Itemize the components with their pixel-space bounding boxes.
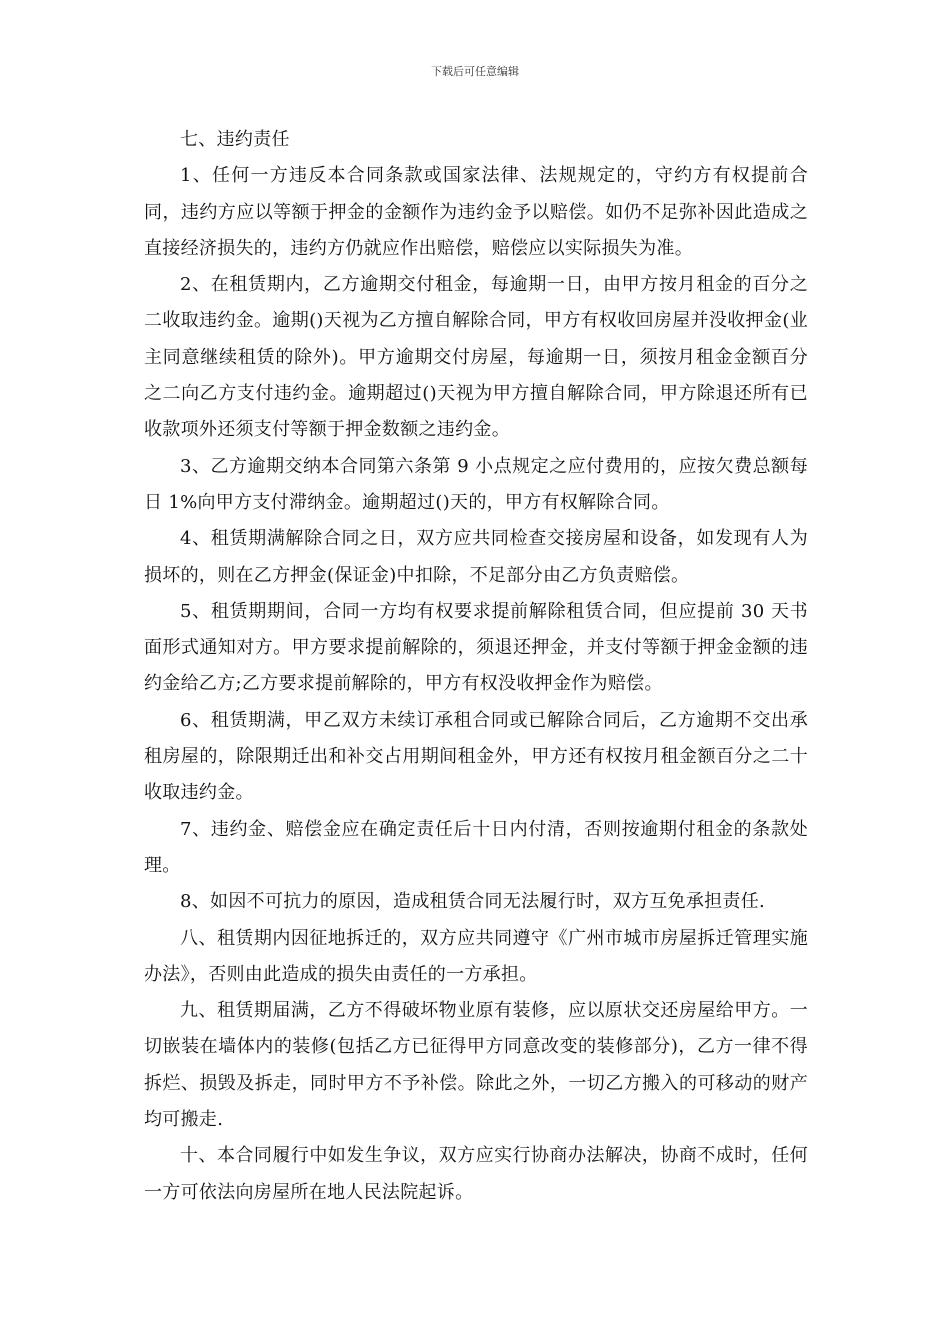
clause-paragraph: 7、违约金、赔偿金应在确定责任后十日内付清，否则按逾期付租金的条款处理。 — [144, 818, 808, 876]
page-header: 下载后可任意编辑 — [431, 65, 519, 78]
clause-paragraph: 1、任何一方违反本合同条款或国家法律、法规规定的，守约方有权提前合同，违约方应以等额于押金的金额作为违约金予以赔偿。如仍不足弥补因此造成之直接经济损失的，违约方仍就应作出赔偿，赔偿应以实际损失为准。 — [144, 165, 808, 259]
clause-paragraph: 3、乙方逾期交纳本合同第六条第 9 小点规定之应付费用的，应按欠费总额每日 1%向甲方支付滞纳金。逾期超过()天的，甲方有权解除合同。 — [144, 455, 808, 513]
clause-paragraph: 5、租赁期期间，合同一方均有权要求提前解除租赁合同，但应提前 30 天书面形式通知对方。甲方要求提前解除的，须退还押金，并支付等额于押金金额的违约金给乙方;乙方要求提前解除的，甲方有权没收押金作为赔偿。 — [144, 600, 808, 695]
clause-paragraph: 4、租赁期满解除合同之日，双方应共同检查交接房屋和设备，如发现有人为损坏的，则在乙方押金(保证金)中扣除，不足部分由乙方负责赔偿。 — [144, 528, 808, 586]
clause-paragraph: 8、如因不可抗力的原因，造成租赁合同无法履行时，双方互免承担责任. — [180, 891, 766, 913]
section-paragraph: 十、本合同履行中如发生争议，双方应实行协商办法解决，协商不成时，任何一方可依法向房屋所在地人民法院起诉。 — [144, 1145, 808, 1203]
clause-paragraph: 2、在租赁期内，乙方逾期交付租金，每逾期一日，由甲方按月租金的百分之二收取违约金。逾期()天视为乙方擅自解除合同，甲方有权收回房屋并没收押金(业主同意继续租赁的除外)。甲方逾期交付房屋，每逾期一日，须按月租金金额百分之二向乙方支付违约金。逾期超过()天视为甲方擅自解除合同，甲方除退还所有已收款项外还须支付等额于押金数额之违约金。 — [144, 274, 808, 441]
section-paragraph: 九、租赁期届满，乙方不得破坏物业原有装修，应以原状交还房屋给甲方。一切嵌装在墙体内的装修(包括乙方已征得甲方同意改变的装修部分)，乙方一律不得拆烂、损毁及拆走，同时甲方不予补偿。除此之外，一切乙方搬入的可移动的财产均可搬走. — [144, 1000, 808, 1131]
section-paragraph: 八、租赁期内因征地拆迁的，双方应共同遵守《广州市城市房屋拆迁管理实施办法》，否则由此造成的损失由责任的一方承担。 — [144, 927, 808, 985]
section-heading-breach: 七、违约责任 — [180, 129, 290, 150]
clause-paragraph: 6、租赁期满，甲乙双方未续订承租合同或已解除合同后，乙方逾期不交出承租房屋的，除限期迁出和补交占用期间租金外，甲方还有权按月租金额百分之二十收取违约金。 — [144, 709, 808, 804]
document-body — [144, 122, 808, 1211]
